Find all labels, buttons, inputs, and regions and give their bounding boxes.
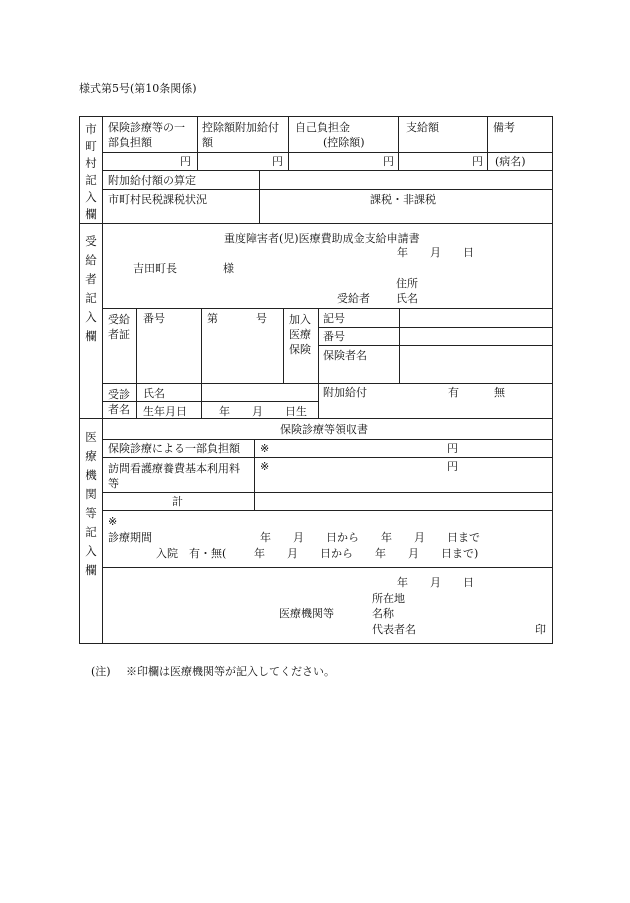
tax-status-value: 課税・非課税 [370, 193, 436, 206]
recipient-name-label: 氏名 [396, 292, 418, 305]
copay-mark: ※ [260, 442, 270, 455]
yen-4: 円 [472, 155, 483, 168]
visiting-nurse-label: 訪問看護療養費基本利用料 等 [108, 462, 240, 490]
header-payment-amount: 支給額 [406, 121, 439, 134]
institution-label: 医療機関等 [279, 607, 334, 620]
header-self-pay: 自己負担金 (控除額) [295, 121, 365, 149]
copay-yen: 円 [447, 442, 458, 455]
additional-benefit-calc-label: 附加給付額の算定 [108, 174, 196, 187]
period-mark: ※ [108, 515, 118, 528]
period-label: 診療期間 [108, 531, 152, 544]
yen-3: 円 [383, 155, 394, 168]
copay-label: 保険診療による一部負担額 [108, 442, 240, 455]
header-remarks: 備考 [493, 121, 515, 134]
dai-label: 第 [207, 312, 218, 325]
birth-label: 生年月日 [143, 405, 187, 418]
header-insured-share: 保険診療等の一 部負担額 [108, 121, 185, 149]
form-title: 様式第5号(第10条関係) [79, 82, 197, 95]
certificate-label: 受給 者証 [108, 313, 130, 341]
note-text: ※印欄は医療機関等が記入してください。 [126, 665, 335, 678]
addressee: 吉田町長 [133, 262, 177, 275]
disease-name-label: (病名) [495, 155, 526, 168]
institution-name-label: 名称 [372, 607, 394, 620]
representative-label: 代表者名 [372, 623, 416, 636]
seal-mark: 印 [535, 623, 546, 636]
yen-2: 円 [272, 155, 283, 168]
address-label: 住所 [396, 277, 418, 290]
tax-status-label: 市町村民税課税状況 [108, 193, 207, 206]
total-label: 計 [172, 495, 183, 508]
insurer-name-label: 保険者名 [323, 349, 367, 362]
birth-value: 年 月 日生 [219, 405, 307, 418]
additional-benefit-label: 附加給付 [323, 386, 367, 399]
insurance-number-label: 番号 [323, 330, 345, 343]
application-title: 重度障害者(児)医療費助成金支給申請書 [224, 232, 420, 245]
issue-date: 年 月 日 [397, 576, 474, 589]
patient-name-label: 氏名 [143, 387, 165, 400]
honorific: 様 [223, 262, 234, 275]
cert-number-label: 番号 [143, 312, 165, 325]
benefit-yes: 有 [448, 386, 459, 399]
inpatient-label: 入院 有・無( [156, 547, 227, 560]
period-value: 年 月 日から 年 月 日まで [260, 531, 480, 544]
recipient-label: 受給者 [337, 292, 370, 305]
go-label: 号 [256, 312, 267, 325]
location-label: 所在地 [372, 592, 405, 605]
symbol-label: 記号 [323, 312, 345, 325]
application-date: 年 月 日 [397, 246, 474, 259]
header-deduction-amount: 控除額附加給付 額 [202, 121, 279, 149]
yen-1: 円 [180, 155, 191, 168]
receipt-title: 保険診療等領収書 [280, 423, 368, 436]
inpatient-value: 年 月 日から 年 月 日まで) [254, 547, 479, 560]
benefit-no: 無 [494, 386, 505, 399]
visiting-nurse-mark: ※ [260, 460, 270, 473]
patient-label: 受診 者名 [108, 388, 130, 416]
insurance-label: 加入 医療 保険 [289, 313, 311, 356]
note-label: (注) [91, 665, 111, 678]
visiting-nurse-yen: 円 [447, 460, 458, 473]
